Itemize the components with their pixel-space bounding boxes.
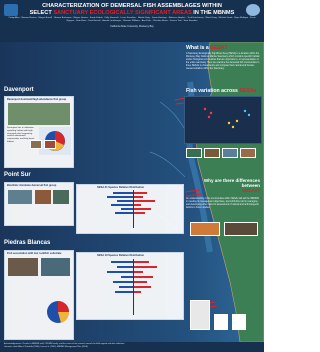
intro-body: A Sanctuary Ecologically Significant Area (SESA) is a location within the Monterey Bay National Marine Sanctuary which contains specific habitat and/or biological communities that are important to, or representative of, the entire sanctuary. Here we examine the demersal fish communities in three SESAs to characterize and compare their natural and human-caused variation within the Sanctuary. bbox=[186, 53, 260, 70]
sesa-photo-4 bbox=[240, 148, 256, 158]
sesa19-bar bbox=[133, 261, 149, 263]
sesa19-bar bbox=[107, 271, 133, 273]
partner-logo-icon bbox=[214, 314, 228, 330]
piedras-panel bbox=[4, 250, 74, 340]
sesa21-bar bbox=[121, 208, 133, 210]
rockfish-photo bbox=[190, 222, 220, 236]
poster-title-line1: CHARACTERIZATION OF DEMERSAL FISH ASSEMBLAGES WITHIN bbox=[42, 3, 222, 9]
sesa19-axis bbox=[133, 259, 134, 315]
header-bar bbox=[0, 0, 264, 42]
sesa19-bar bbox=[121, 276, 133, 278]
differences-title: Why are there differences between SESAs? bbox=[203, 178, 260, 193]
sesa-photo-2 bbox=[204, 148, 220, 158]
differences-body: An understanding of the communities within SESAs will aid the MBNMS in meeting its management objectives, and will further aid in managing and developing other sites for assessment of natural and anthropogenic factors in future studies. bbox=[186, 198, 259, 209]
sesa21-bar bbox=[133, 208, 151, 210]
sesa21-bar bbox=[133, 212, 145, 214]
sesa21-bar bbox=[115, 212, 133, 214]
sesa21-bar bbox=[133, 200, 155, 202]
sesa19-bar bbox=[133, 271, 143, 273]
sesa21-bar bbox=[117, 200, 133, 202]
sesa19-bar bbox=[133, 276, 153, 278]
site-label-piedras-blancas: Piedras Blancas bbox=[4, 240, 51, 246]
noaa-logo-icon bbox=[232, 314, 246, 330]
fish-photo-1 bbox=[30, 140, 42, 149]
sesa19-bar bbox=[115, 291, 133, 293]
sesa21-bar bbox=[133, 196, 143, 198]
title-highlight: SANCTUARY ECOLOGICALLY SIGNIFICANT AREAS bbox=[53, 10, 192, 16]
site-label-point-sur: Point Sur bbox=[4, 172, 31, 178]
point-sur-photo-1 bbox=[8, 190, 32, 204]
poster-title-line2: SELECT SANCTUARY ECOLOGICALLY SIGNIFICANT AREAS IN THE MBNMS bbox=[29, 10, 235, 16]
variation-title: Fish variation across SESAs bbox=[186, 88, 257, 94]
sesa21-bar bbox=[111, 204, 133, 206]
sesa21-chart-title: SESA 21 Species Relative Distribution bbox=[97, 186, 145, 189]
point-sur-panel-title: Bioclimic dominate demersal fish group bbox=[7, 184, 57, 187]
variation-points bbox=[204, 108, 212, 118]
intro-title: What is a SESA? bbox=[186, 45, 228, 51]
fish-photo-2 bbox=[44, 140, 56, 149]
sesa21-chart bbox=[76, 184, 184, 234]
sesa19-bar bbox=[111, 261, 133, 263]
sesa21-bar bbox=[107, 196, 133, 198]
sesa21-axis bbox=[133, 190, 134, 228]
sesa19-bar bbox=[133, 291, 141, 293]
sesa19-bar bbox=[133, 286, 151, 288]
literature-cited: Literature cited: Allen & Pondella (2006); Love et al. (2002); MBNMS Management Plan (2008). bbox=[4, 345, 89, 348]
fish-illustration-1 bbox=[190, 300, 210, 330]
sesa19-bar bbox=[117, 266, 133, 268]
acknowledgements: Acknowledgements: Thanks to MBNMS staff, CSUMB faculty, and the crews of the research vessels for field support and data collection. bbox=[4, 343, 125, 345]
sea-floor-photo bbox=[224, 222, 258, 236]
sesa-photo-1 bbox=[186, 148, 202, 158]
site-label-davenport: Davenport bbox=[4, 87, 34, 93]
sesa19-chart-title: SESA 19 Species Relative Distribution bbox=[97, 254, 145, 257]
sesa-photo-3 bbox=[222, 148, 238, 158]
sesa19-bar bbox=[119, 286, 133, 288]
point-sur-panel bbox=[4, 182, 74, 226]
sesa19-bar bbox=[133, 281, 147, 283]
point-sur-photo-2 bbox=[35, 190, 51, 204]
sesa19-chart bbox=[76, 252, 184, 320]
sesa21-bar bbox=[133, 192, 147, 194]
davenport-body: Davenport has a cold-water upwelling habitat with high structural relief supporting rockfish dominated communities and kelp forest habitat. bbox=[7, 127, 35, 143]
piedras-pie-chart bbox=[45, 299, 71, 325]
piedras-photo-2 bbox=[41, 258, 70, 276]
kelp-forest-photo bbox=[8, 103, 70, 125]
davenport-panel-title: Davenport dominant/high abundance fish group bbox=[7, 98, 67, 101]
sesa19-bar bbox=[113, 281, 133, 283]
piedras-panel-title: Fish association with low rockfish substrate bbox=[7, 252, 62, 255]
piedras-photo-1 bbox=[8, 258, 38, 276]
sesa21-bar bbox=[133, 204, 141, 206]
author-list: Cindy Allen · Brianna Branon · Megan Burrell · Sharon Buchanan · Megan Gomez · Sarah Korblu · Kelly Ganeveli · Lucas Fermilian · Natalie Haig · Jenna Hastings · Rebecca Hughes · Tuck Hutchinson · Maria Kang · Michael Lamb · Ryan Mulligan · Kevin Nguyen · Sam Rose · Sara Bassali · Amelia Lauthmeyer · Rasmus Williams · Ana Park · Christina Bravo · Jessica Tian · Sam Swerden bbox=[8, 17, 256, 22]
davenport-panel bbox=[4, 96, 74, 168]
affiliation: California State University, Monterey Bay bbox=[110, 25, 154, 28]
point-sur-photo-3 bbox=[53, 190, 69, 204]
footer bbox=[0, 342, 264, 352]
variation-chart bbox=[184, 96, 262, 144]
sesa21-bar bbox=[113, 192, 133, 194]
sesa19-bar bbox=[133, 266, 157, 268]
